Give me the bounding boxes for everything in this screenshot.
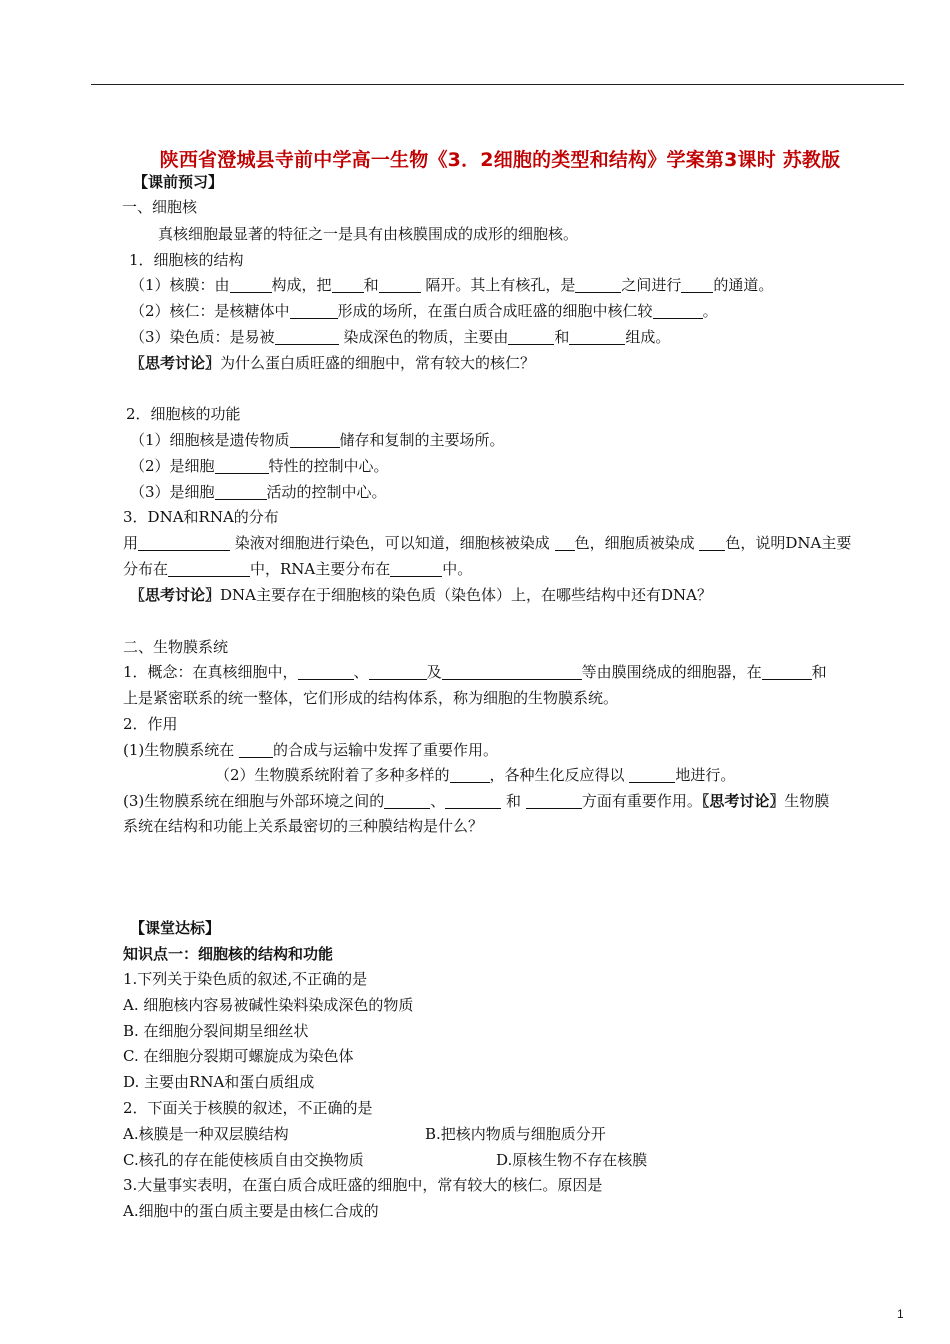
chromatin-line: （3）染色质：是易被 染成深色的物质，主要由 和 组成。 [130, 328, 671, 346]
role-line-3: (3)生物膜系统在细胞与外部环境之间的 、 和 方面有重要作用。〖思考讨论〗生物膜 [123, 792, 830, 810]
q1-option-c: C. 在细胞分裂期可螺旋成为染色体 [123, 1047, 354, 1065]
blank[interactable] [575, 277, 621, 293]
concept-line-2: 上是紧密联系的统一整体，它们形成的结构体系，称为细胞的生物膜系统。 [123, 689, 619, 707]
section1-title: 一、细胞核 [122, 198, 198, 216]
intro-text: 真核细胞最显著的特征之一是具有由核膜围成的成形的细胞核。 [158, 225, 579, 243]
q2-option-d: D.原核生物不存在核膜 [496, 1151, 648, 1169]
q1-option-a: A. 细胞核内容易被碱性染料染成深色的物质 [123, 996, 414, 1014]
page-title: 陕西省澄城县寺前中学高一生物《3．2细胞的类型和结构》学案第3课时 苏教版 [159, 149, 841, 171]
q2-option-c: C.核孔的存在能使核质自由交换物质 [123, 1151, 364, 1169]
blank[interactable] [369, 664, 427, 680]
function-heading: 2．细胞核的功能 [126, 405, 241, 423]
q3-option-a: A.细胞中的蛋白质主要是由核仁合成的 [123, 1202, 379, 1220]
blank[interactable] [290, 303, 338, 319]
blank[interactable] [699, 535, 725, 551]
knowledge-point-1: 知识点一：细胞核的结构和功能 [123, 945, 334, 963]
nucleolus-line: （2）核仁：是核糖体中 形成的场所，在蛋白质合成旺盛的细胞中核仁较 。 [130, 302, 718, 320]
dna-rna-line-1: 用 染液对细胞进行染色，可以知道，细胞核被染成 色，细胞质被染成 色，说明DNA主要 [123, 534, 852, 552]
blank[interactable] [332, 277, 364, 293]
blank[interactable] [442, 664, 582, 680]
blank[interactable] [230, 277, 272, 293]
think-discussion-1: 〖思考讨论〗为什么蛋白质旺盛的细胞中，常有较大的核仁？ [130, 354, 536, 372]
header-rule [91, 84, 904, 85]
blank[interactable] [275, 329, 339, 345]
blank[interactable] [379, 277, 421, 293]
blank[interactable] [762, 664, 812, 680]
dna-rna-heading: 3．DNA和RNA的分布 [123, 508, 279, 526]
question-3: 3.大量事实表明，在蛋白质合成旺盛的细胞中，常有较大的核仁。原因是 [123, 1176, 603, 1194]
blank[interactable] [555, 535, 575, 551]
q1-option-d: D. 主要由RNA和蛋白质组成 [123, 1073, 315, 1091]
blank[interactable] [290, 432, 340, 448]
blank[interactable] [445, 793, 501, 809]
role-line-2: （2）生物膜系统附着了多种多样的 ，各种生化反应得以 地进行。 [215, 766, 736, 784]
blank[interactable] [629, 767, 675, 783]
blank[interactable] [508, 329, 554, 345]
blank[interactable] [215, 458, 269, 474]
classwork-heading: 【课堂达标】 [130, 919, 221, 937]
blank[interactable] [215, 484, 267, 500]
blank[interactable] [526, 793, 582, 809]
question-2: 2．下面关于核膜的叙述，不正确的是 [123, 1099, 373, 1117]
blank[interactable] [681, 277, 713, 293]
q2-option-b: B.把核内物质与细胞质分开 [425, 1125, 606, 1143]
dna-rna-line-2: 分布在 中，RNA主要分布在 中。 [123, 560, 473, 578]
q2-option-a: A.核膜是一种双层膜结构 [123, 1125, 289, 1143]
membrane-line: （1）核膜：由 构成，把 和 隔开。其上有核孔，是 之间进行 的通道。 [130, 276, 774, 294]
role-heading: 2．作用 [123, 715, 178, 733]
concept-line-1: 1．概念：在真核细胞中， 、 及 等由膜围绕成的细胞器，在 和 [123, 663, 827, 681]
role-line-4: 系统在结构和功能上关系最密切的三种膜结构是什么？ [123, 817, 484, 835]
preview-heading: 【课前预习】 [133, 173, 224, 191]
blank[interactable] [384, 793, 430, 809]
section2-title: 二、生物膜系统 [123, 638, 229, 656]
function-line-3: （3）是细胞 活动的控制中心。 [130, 483, 387, 501]
blank[interactable] [239, 742, 273, 758]
question-1: 1.下列关于染色质的叙述,不正确的是 [123, 970, 368, 988]
blank[interactable] [450, 767, 490, 783]
role-line-1: (1)生物膜系统在 的合成与运输中发挥了重要作用。 [123, 741, 499, 759]
blank[interactable] [390, 561, 442, 577]
function-line-2: （2）是细胞 特性的控制中心。 [130, 457, 389, 475]
blank[interactable] [298, 664, 354, 680]
blank[interactable] [138, 535, 230, 551]
q1-option-b: B. 在细胞分裂间期呈细丝状 [123, 1022, 309, 1040]
function-line-1: （1）细胞核是遗传物质 储存和复制的主要场所。 [130, 431, 505, 449]
blank[interactable] [569, 329, 625, 345]
blank[interactable] [168, 561, 250, 577]
blank[interactable] [653, 303, 703, 319]
think-discussion-2: 〖思考讨论〗DNA主要存在于细胞核的染色质（染色体）上，在哪些结构中还有DNA？ [130, 586, 712, 604]
structure-heading: 1．细胞核的结构 [129, 251, 244, 269]
page-number: 1 [897, 1307, 904, 1321]
